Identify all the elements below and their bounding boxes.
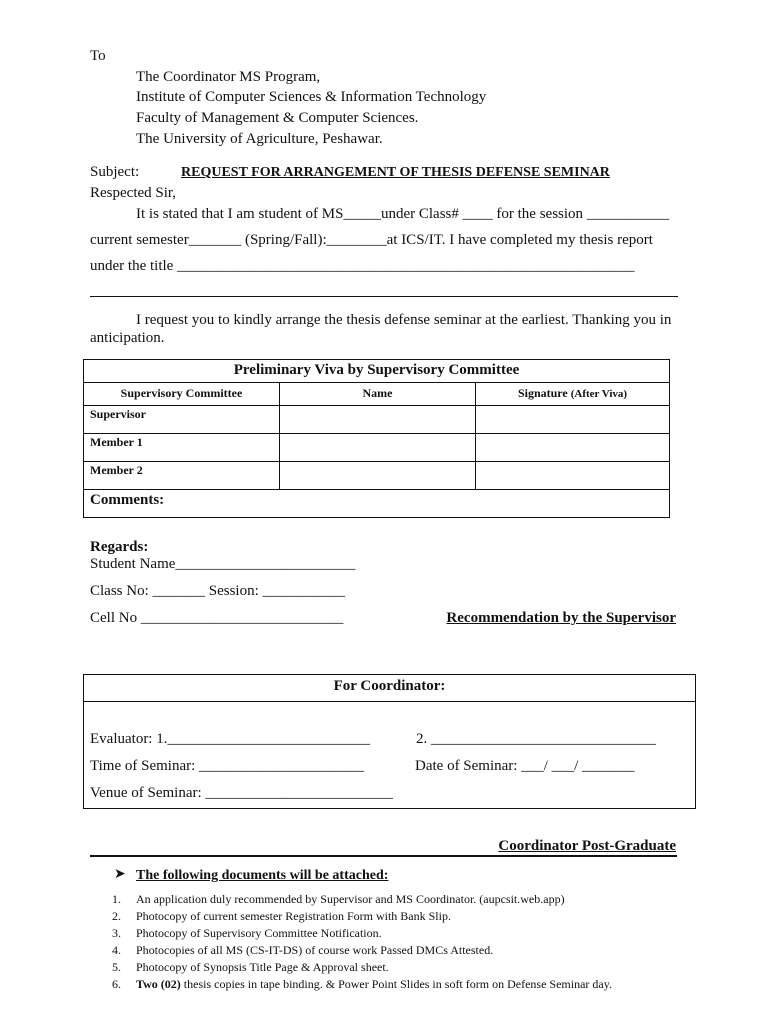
list-item-number: 2. <box>112 909 121 923</box>
list-item-number: 5. <box>112 960 121 974</box>
documents-list <box>112 891 612 993</box>
list-item-text: Photocopy of current semester Registration Form with Bank Slip. <box>136 909 451 923</box>
member-2-name-cell[interactable] <box>280 462 476 490</box>
request-line-2: anticipation. <box>90 330 165 346</box>
coordinator-box <box>83 674 696 809</box>
supervisor-signature-cell[interactable] <box>476 406 670 434</box>
address-line-2: Institute of Computer Sciences & Information Technology <box>136 89 487 105</box>
arrow-bullet-icon: ➤ <box>114 867 126 882</box>
col-header-committee: Supervisory Committee <box>84 383 280 406</box>
table-row <box>84 406 670 434</box>
body-line-3: under the title _____________________________________________________________ <box>90 258 635 274</box>
title-blank-line <box>90 296 678 297</box>
time-of-seminar-field[interactable]: Time of Seminar: ______________________ <box>90 758 365 774</box>
request-line-1: I request you to kindly arrange the thesis defense seminar at the earliest. Thanking you in <box>136 312 672 328</box>
row-label-member-1: Member 1 <box>84 434 280 462</box>
list-item-text: Photocopy of Synopsis Title Page & Approval sheet. <box>136 960 389 974</box>
list-item-text: Photocopies of all MS (CS-IT-DS) of course work Passed DMCs Attested. <box>136 943 494 957</box>
table-row <box>84 462 670 490</box>
address-line-1: The Coordinator MS Program, <box>136 69 321 85</box>
evaluator-2-field[interactable]: 2. ______________________________ <box>416 731 656 747</box>
documents-heading: The following documents will be attached: <box>136 868 389 883</box>
regards-label: Regards: <box>90 539 149 555</box>
address-line-3: Faculty of Management & Computer Sciences. <box>136 110 419 126</box>
student-name-field[interactable]: Student Name________________________ <box>90 556 356 572</box>
list-item <box>112 908 612 925</box>
list-item-number: 3. <box>112 926 121 940</box>
cell-no-field[interactable]: Cell No ___________________________ <box>90 610 344 626</box>
subject-text: REQUEST FOR ARRANGEMENT OF THESIS DEFENSE SEMINAR <box>181 165 610 180</box>
coordinator-signoff: Coordinator Post-Graduate <box>498 838 676 854</box>
member-1-name-cell[interactable] <box>280 434 476 462</box>
venue-of-seminar-field[interactable]: Venue of Seminar: _________________________ <box>90 785 393 801</box>
list-item <box>112 976 612 993</box>
recommendation-label: Recommendation by the Supervisor <box>446 610 676 626</box>
list-item-text: thesis copies in tape binding. & Power Point Slides in soft form on Defense Seminar day. <box>180 977 612 991</box>
comments-cell[interactable]: Comments: <box>84 490 670 518</box>
to-label: To <box>90 48 106 64</box>
list-item-text: Photocopy of Supervisory Committee Notification. <box>136 926 382 940</box>
viva-table <box>83 359 670 518</box>
date-of-seminar-field[interactable]: Date of Seminar: ___/ ___/ _______ <box>415 758 635 774</box>
col-header-name: Name <box>280 383 476 406</box>
list-item-number: 6. <box>112 977 121 991</box>
member-1-signature-cell[interactable] <box>476 434 670 462</box>
signature-label: Signature <box>517 386 568 400</box>
evaluator-1-field[interactable]: Evaluator: 1.___________________________ <box>90 731 370 747</box>
list-item-text: An application duly recommended by Supervisor and MS Coordinator. (aupcsit.web.app) <box>136 892 565 906</box>
class-session-field[interactable]: Class No: _______ Session: ___________ <box>90 583 346 599</box>
subject-label: Subject: <box>90 164 140 180</box>
row-label-supervisor: Supervisor <box>84 406 280 434</box>
list-item-bold-text: Two (02) <box>136 977 181 991</box>
salutation: Respected Sir, <box>90 185 177 201</box>
address-line-4: The University of Agriculture, Peshawar. <box>136 131 383 147</box>
col-header-signature <box>476 383 670 406</box>
signature-note: (After Viva) <box>570 388 628 400</box>
list-item <box>112 925 612 942</box>
table-row <box>84 434 670 462</box>
member-2-signature-cell[interactable] <box>476 462 670 490</box>
body-line-1: It is stated that I am student of MS_____under Class# ____ for the session ___________ <box>136 206 670 222</box>
coordinator-box-title: For Coordinator: <box>84 675 695 702</box>
list-item <box>112 942 612 959</box>
list-item <box>112 891 612 908</box>
list-item <box>112 959 612 976</box>
signoff-rule <box>90 855 677 857</box>
supervisor-name-cell[interactable] <box>280 406 476 434</box>
list-item-number: 1. <box>112 892 121 906</box>
body-line-2: current semester_______ (Spring/Fall):________at ICS/IT. I have completed my thesis report <box>90 232 653 248</box>
list-item-number: 4. <box>112 943 121 957</box>
viva-table-title: Preliminary Viva by Supervisory Committee <box>84 360 670 383</box>
row-label-member-2: Member 2 <box>84 462 280 490</box>
